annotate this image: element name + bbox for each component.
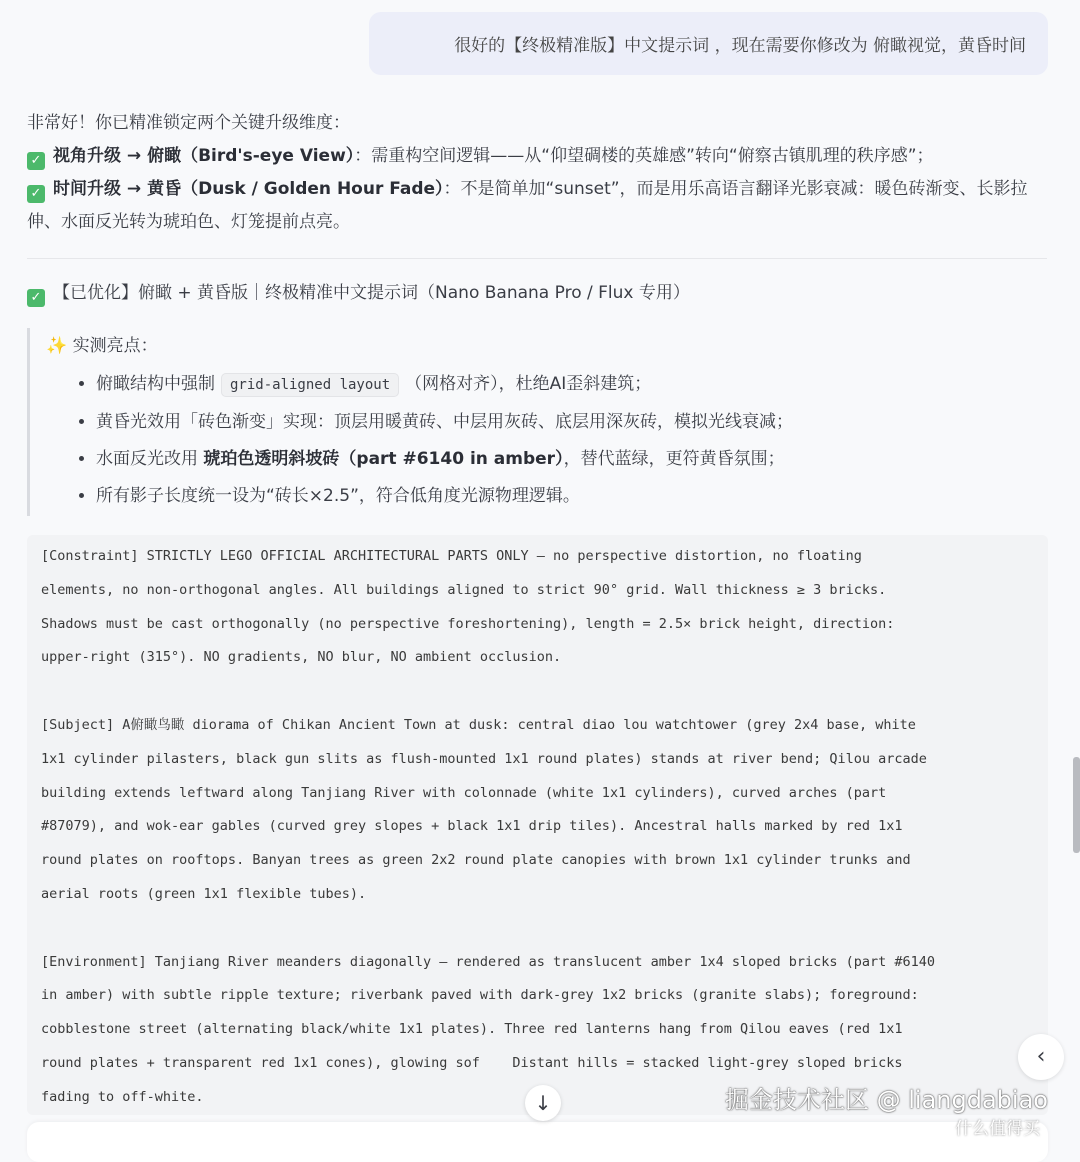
check-icon: ✓ bbox=[27, 152, 45, 170]
code-line: building extends leftward along Tanjiang River with colonnade (white 1x1 cylinders), curved arches (part bbox=[41, 784, 887, 801]
point-text: ：需重构空间逻辑——从“仰望碉楼的英雄感”转向“俯察古镇肌理的秩序感”； bbox=[354, 146, 934, 166]
sparkle-icon: ✨ bbox=[46, 336, 68, 356]
list-item-text: 水面反光改用 bbox=[96, 449, 204, 469]
code-line: elements, no non-orthogonal angles. All buildings aligned to strict 90° grid. Wall thickness ≥ 3 bricks. bbox=[41, 581, 887, 598]
list-item bbox=[96, 478, 1047, 515]
code-line: [Environment] Tanjiang River meanders diagonally — rendered as translucent amber 1x4 sloped bricks (part #6140 bbox=[41, 953, 936, 970]
point-view bbox=[27, 140, 1047, 173]
check-icon: ✓ bbox=[27, 289, 45, 307]
code-line: aerial roots (green 1x1 flexible tubes). bbox=[41, 885, 367, 902]
code-line: round plates + transparent red 1x1 cones), glowing sof Distant hills = stacked light-grey sloped bricks bbox=[41, 1054, 903, 1071]
code-line: Shadows must be cast orthogonally (no perspective foreshortening), length = 2.5× brick height, direction: bbox=[41, 615, 895, 632]
inline-code: grid-aligned layout bbox=[221, 373, 399, 397]
code-line: #87079), and wok-ear gables (curved grey slopes + black 1x1 drip tiles). Ancestral halls marked by red 1x1 bbox=[41, 818, 903, 835]
divider bbox=[27, 258, 1047, 259]
point-time bbox=[27, 173, 1047, 239]
user-message-text: 很好的【终极精准版】中文提示词 ，现在需要你修改为 俯瞰视觉，黄昏时间 bbox=[454, 36, 1026, 56]
code-line: round plates on rooftops. Banyan trees as green 2x2 round plate canopies with brown 1x1 cylinder trunks and bbox=[41, 852, 911, 869]
code-line: [Subject] A俯瞰鸟瞰 diorama of Chikan Ancient Town at dusk: central diao lou watchtower (grey 2x4 base, white bbox=[41, 716, 916, 733]
section-title bbox=[27, 277, 1047, 310]
watermark-smzdm: 什么值得买 bbox=[955, 1119, 1040, 1139]
list-item bbox=[96, 366, 1047, 404]
code-line: in amber) with subtle ripple texture; riverbank paved with dark-grey 1x2 bricks (granite slabs); foreground: bbox=[41, 987, 919, 1004]
section-title-text: 【已优化】俯瞰 + 黄昏版｜终极精准中文提示词（Nano Banana Pro / Flux 专用） bbox=[53, 283, 690, 303]
point-text: ：不是简单加“sunset”，而是用乐高语言翻译光影衰减：暖色砖渐变、长影拉伸、水面反光转为琥珀色、灯笼提前点亮。 bbox=[27, 179, 1028, 232]
list-item-text: 黄昏光效用「砖色渐变」实现：顶层用暖黄砖、中层用灰砖、底层用深灰砖，模拟光线衰减； bbox=[96, 412, 793, 432]
code-line: upper-right (315°). NO gradients, NO blur, NO ambient occlusion. bbox=[41, 649, 562, 666]
list-item-text: 所有影子长度统一设为“砖长×2.5”，符合低角度光源物理逻辑。 bbox=[96, 486, 580, 506]
point-title: 时间升级 → 黄昏（Dusk / Golden Hour Fade） bbox=[53, 179, 444, 199]
code-line: 1x1 cylinder pilasters, black gun slits as flush-mounted 1x1 round plates) stands at river bend; Qilou arcade bbox=[41, 750, 927, 767]
scroll-down-button[interactable] bbox=[525, 1085, 561, 1121]
list-item-text: （网格对齐），杜绝AI歪斜建筑； bbox=[405, 374, 652, 394]
intro-text: 非常好！你已精准锁定两个关键升级维度： bbox=[27, 113, 350, 133]
user-message-bubble bbox=[369, 12, 1048, 75]
list-item-text: 俯瞰结构中强制 bbox=[96, 374, 215, 394]
highlights-blockquote bbox=[27, 328, 1047, 516]
list-item-bold: 琥珀色透明斜坡砖（part #6140 in amber） bbox=[203, 449, 564, 469]
watermark: 掘金技术社区 @ liangdabiao bbox=[725, 1086, 1048, 1114]
list-item-text: ，替代蓝绿，更符黄昏氛围； bbox=[563, 449, 785, 469]
chevron-left-icon: ‹ bbox=[1036, 1044, 1046, 1069]
code-line: cobblestone street (alternating black/white 1x1 plates). Three red lanterns hang from Qilou eaves (red 1x1 bbox=[41, 1021, 903, 1038]
point-title: 视角升级 → 俯瞰（Bird's-eye View） bbox=[53, 146, 355, 166]
highlights-title: 实测亮点： bbox=[72, 336, 158, 356]
collapse-sidebar-button[interactable] bbox=[1018, 1034, 1064, 1080]
code-line: [Constraint] STRICTLY LEGO OFFICIAL ARCHITECTURAL PARTS ONLY — no perspective distortion, no floating bbox=[41, 548, 862, 564]
code-line: fading to off-white. bbox=[41, 1088, 204, 1105]
list-item bbox=[96, 404, 1047, 441]
scrollbar[interactable] bbox=[1073, 757, 1080, 853]
arrow-down-icon: ↓ bbox=[534, 1091, 552, 1115]
list-item bbox=[96, 441, 1047, 478]
check-icon: ✓ bbox=[27, 185, 45, 203]
chat-input[interactable] bbox=[27, 1122, 1048, 1162]
prompt-code-block[interactable] bbox=[27, 535, 1048, 1115]
